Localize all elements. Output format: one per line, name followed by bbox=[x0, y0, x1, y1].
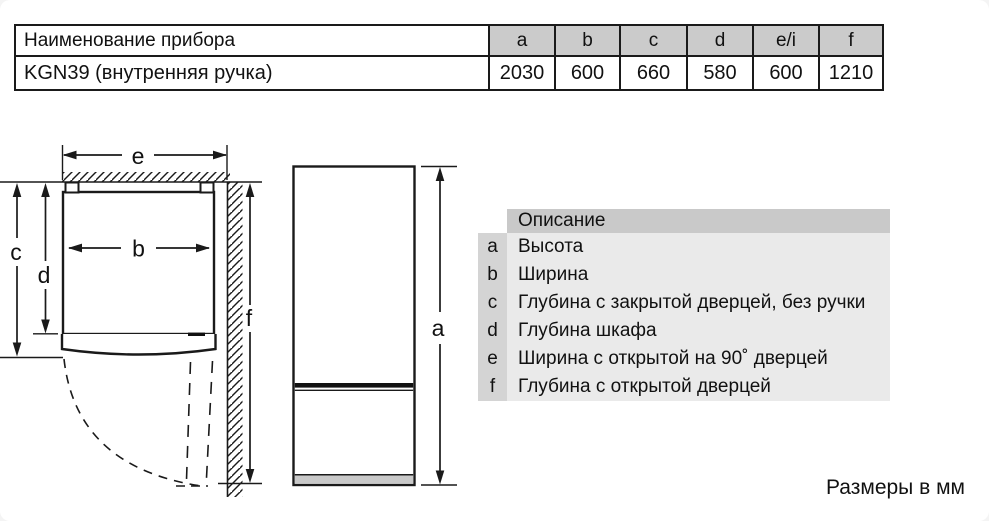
legend-row-e bbox=[478, 345, 890, 373]
legend-title: Описание bbox=[507, 209, 890, 233]
legend-key: a bbox=[478, 233, 507, 261]
legend-label: Ширина bbox=[507, 261, 890, 289]
door-closed bbox=[62, 334, 216, 355]
legend-key: c bbox=[478, 289, 507, 317]
dim-label-f: f bbox=[245, 305, 253, 331]
table-header-d: d bbox=[687, 25, 753, 56]
arrowhead-up-icon bbox=[41, 183, 50, 197]
table-header-row bbox=[15, 25, 883, 56]
arrowhead-down-icon bbox=[41, 320, 50, 334]
dim-label-d: d bbox=[37, 262, 51, 288]
arrowhead-down-icon bbox=[13, 343, 22, 357]
legend-label: Глубина с открытой дверцей bbox=[507, 373, 890, 401]
model-name: KGN39 (внутренняя ручка) bbox=[15, 56, 489, 90]
top-view-diagram bbox=[0, 143, 262, 497]
legend-label: Глубина с закрытой дверцей, без ручки bbox=[507, 289, 890, 317]
arrowhead-down-icon bbox=[436, 471, 445, 485]
plinth bbox=[295, 475, 413, 484]
dim-label-a: a bbox=[431, 315, 445, 341]
table-header-ei: e/i bbox=[753, 25, 819, 56]
arrowhead-up-icon bbox=[436, 167, 445, 181]
arrowhead-right-icon bbox=[213, 151, 227, 160]
table-header-f: f bbox=[819, 25, 883, 56]
dimension-c bbox=[0, 183, 63, 358]
legend-label: Глубина шкафа bbox=[507, 317, 890, 345]
door-divider bbox=[295, 383, 413, 388]
legend bbox=[478, 209, 890, 401]
wall-hatch-right bbox=[228, 182, 243, 497]
legend-label: Ширина с открытой на 90˚ дверцей bbox=[507, 345, 890, 373]
door-open-edge-1 bbox=[187, 362, 191, 480]
hinge-right bbox=[201, 183, 214, 193]
legend-key: b bbox=[478, 261, 507, 289]
door-hinge-mark bbox=[188, 333, 205, 336]
table-header-a: a bbox=[489, 25, 555, 56]
dim-label-c: c bbox=[10, 239, 22, 265]
arrowhead-up-icon bbox=[13, 183, 22, 197]
legend-row-d bbox=[478, 317, 890, 345]
legend-key: d bbox=[478, 317, 507, 345]
fridge-front bbox=[294, 167, 415, 486]
legend-key: f bbox=[478, 373, 507, 401]
wall-hatch-top bbox=[62, 172, 230, 182]
hinge-left bbox=[66, 183, 79, 193]
table-header-name: Наименование прибора bbox=[15, 25, 489, 56]
dim-label-b: b bbox=[132, 235, 145, 262]
dimensions-table bbox=[14, 24, 884, 91]
legend-label: Высота bbox=[507, 233, 890, 261]
value-b: 600 bbox=[555, 56, 620, 90]
table-value-row bbox=[15, 56, 883, 90]
legend-row-b bbox=[478, 261, 890, 289]
arrowhead-left-icon bbox=[63, 151, 77, 160]
legend-key: e bbox=[478, 345, 507, 373]
table-header-c: c bbox=[620, 25, 687, 56]
legend-row-f bbox=[478, 373, 890, 401]
dimension-a bbox=[421, 167, 457, 486]
door-swing-arc bbox=[64, 359, 201, 486]
legend-row-c bbox=[478, 289, 890, 317]
value-a: 2030 bbox=[489, 56, 555, 90]
arrowhead-down-icon bbox=[246, 469, 255, 483]
front-view-diagram bbox=[294, 167, 458, 486]
legend-row-a bbox=[478, 233, 890, 261]
value-f: 1210 bbox=[819, 56, 883, 90]
units-note: Размеры в мм bbox=[826, 476, 965, 499]
value-d: 580 bbox=[687, 56, 753, 90]
cabinet-body bbox=[63, 192, 214, 334]
arrowhead-up-icon bbox=[246, 183, 255, 197]
value-c: 660 bbox=[620, 56, 687, 90]
dim-label-e: e bbox=[131, 143, 145, 169]
dimension-d bbox=[33, 183, 58, 334]
value-ei: 600 bbox=[753, 56, 819, 90]
table-header-b: b bbox=[555, 25, 620, 56]
door-open-edge-2 bbox=[207, 361, 213, 478]
dimension-diagram bbox=[0, 140, 470, 521]
